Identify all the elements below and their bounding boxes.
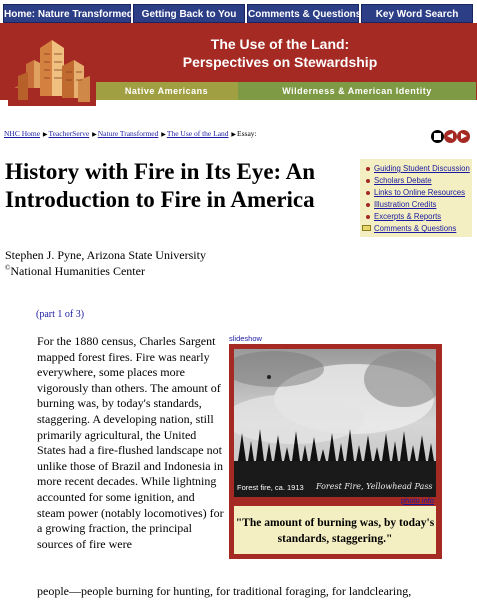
breadcrumb-teacherserve[interactable]: TeacherServe bbox=[48, 129, 90, 138]
subtab-wilderness[interactable]: Wilderness & American Identity bbox=[238, 82, 476, 100]
banner-title-line1: The Use of the Land: bbox=[210, 36, 350, 52]
breadcrumb-arrow-icon: ▶ bbox=[42, 132, 48, 138]
breadcrumb-arrow-icon: ▶ bbox=[231, 132, 237, 138]
forest-fire-photo-image bbox=[234, 349, 436, 497]
bullet-icon bbox=[366, 167, 370, 171]
subtab-native-americans[interactable]: Native Americans bbox=[95, 82, 238, 100]
sidebar-box bbox=[360, 159, 472, 237]
photo-info-link[interactable]: photo info bbox=[401, 496, 434, 505]
copyright bbox=[5, 264, 145, 279]
photo-caption: Forest fire, ca. 1913 bbox=[237, 483, 304, 492]
nav-tab-getting-back[interactable]: Getting Back to You bbox=[133, 4, 245, 23]
stop-icon[interactable] bbox=[431, 130, 444, 143]
bullet-icon bbox=[366, 191, 370, 195]
part-indicator: (part 1 of 3) bbox=[36, 309, 85, 320]
breadcrumb-essay: Essay: bbox=[237, 129, 257, 138]
breadcrumb-arrow-icon: ▶ bbox=[92, 132, 97, 138]
banner-title-line2: Perspectives on Stewardship bbox=[182, 54, 378, 70]
bullet-icon bbox=[366, 203, 370, 207]
sidebar-item-excerpts-reports[interactable]: Excerpts & Reports bbox=[366, 212, 441, 221]
sidebar-item-guiding-discussion[interactable]: Guiding Student Discussion bbox=[366, 164, 470, 173]
nav-tab-home[interactable]: Home: Nature Transformed bbox=[3, 4, 131, 23]
sidebar-item-online-resources[interactable]: Links to Online Resources bbox=[366, 188, 465, 197]
page-nav-buttons bbox=[431, 130, 470, 148]
breadcrumb-nhc-home[interactable]: NHC Home bbox=[4, 129, 41, 138]
photo-inscription: Forest Fire, Yellowhead Pass bbox=[316, 482, 433, 491]
author: Stephen J. Pyne, Arizona State University bbox=[5, 248, 206, 262]
top-navigation bbox=[0, 0, 477, 24]
breadcrumb-arrow-icon: ▶ bbox=[161, 132, 166, 138]
forest-fire-photo bbox=[234, 349, 436, 497]
nav-tab-keyword-search[interactable]: Key Word Search bbox=[361, 4, 473, 23]
page-title: History with Fire in Its Eye: An Introduction to Fire in America bbox=[5, 159, 316, 212]
slideshow-link[interactable]: slideshow bbox=[229, 334, 262, 343]
envelope-icon bbox=[362, 225, 371, 231]
nav-tab-comments[interactable]: Comments & Questions bbox=[247, 4, 359, 23]
pull-quote: "The amount of burning was, by today's standards, staggering." bbox=[234, 506, 436, 554]
next-icon[interactable] bbox=[457, 130, 470, 143]
breadcrumb-nature-transformed[interactable]: Nature Transformed bbox=[97, 129, 159, 138]
body-last-line: people—people burning for hunting, for traditional foraging, for landclearing, bbox=[37, 584, 412, 598]
buildings-logo-icon bbox=[8, 26, 96, 106]
bullet-icon bbox=[366, 215, 370, 219]
sidebar-item-scholars-debate[interactable]: Scholars Debate bbox=[366, 176, 432, 185]
copyright-text: National Humanities Center bbox=[10, 264, 145, 278]
breadcrumb-use-of-land[interactable]: The Use of the Land bbox=[166, 129, 229, 138]
body-paragraph: For the 1880 census, Charles Sargent mapped forest fires. Fire was nearly everywhere, some places more vigorously than others. The amount of burning was, by today's standards, staggering. A developing nation, still primarily agricultural, the United States had a fire-flushed landscape not unlike those of Brazil and Indonesia in more recent decades. While lightning accounted for some ignition, and steam power (notably locomotives) for a growing fraction, the principal sources of fire were bbox=[37, 334, 224, 551]
copyright-symbol: © bbox=[5, 264, 11, 272]
breadcrumb bbox=[4, 129, 257, 138]
sidebar-item-illustration-credits[interactable]: Illustration Credits bbox=[366, 200, 436, 209]
bullet-icon bbox=[366, 179, 370, 183]
previous-icon[interactable] bbox=[444, 130, 457, 143]
sidebar-item-comments[interactable]: Comments & Questions bbox=[362, 224, 456, 233]
